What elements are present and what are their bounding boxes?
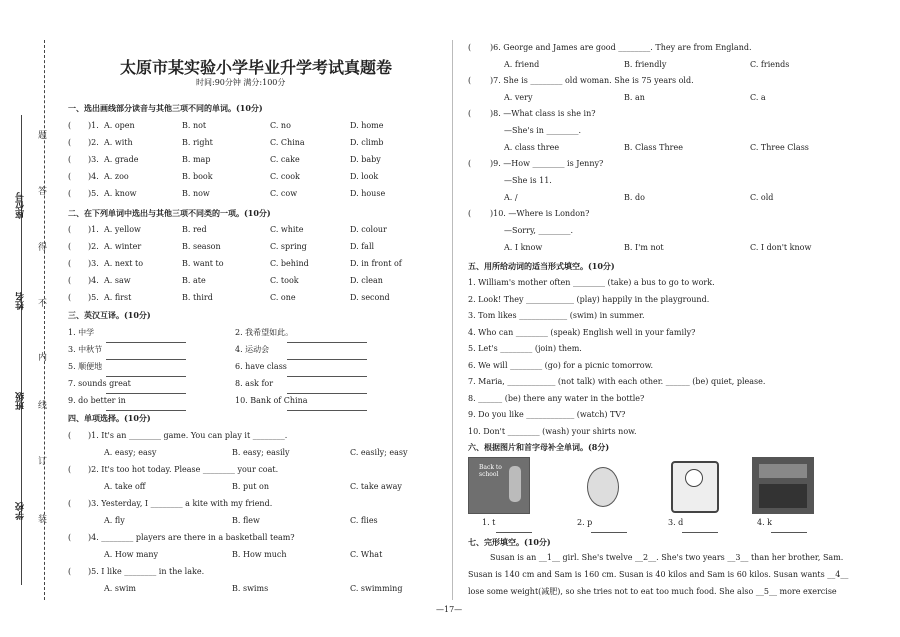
cloze-line-3: lose some weight(减肥), so she tries not to eat too much food. She also __5__ more exercise: [468, 587, 837, 596]
answer-paren: (: [68, 259, 72, 268]
option-c: C. cook: [270, 172, 300, 181]
picture-word-item: 2. p: [577, 518, 593, 527]
answer-blank[interactable]: [287, 334, 367, 343]
question-text: )7. She is ________ old woman. She is 75 years old.: [490, 76, 694, 85]
question-number: )1.: [88, 225, 99, 234]
option-b: B. I'm not: [624, 243, 664, 252]
fill-in-item: 4. Who can ________ (speak) English well in your family?: [468, 327, 696, 337]
option-c: C. cake: [270, 155, 300, 164]
cabinet-icon: [759, 464, 807, 478]
question-text: )4. ________ players are there in a basketball team?: [88, 533, 295, 542]
driver-face-icon: [685, 469, 703, 487]
option-c: C. I don't know: [750, 243, 812, 252]
picture-word-item: 1. t: [482, 518, 496, 527]
option-a: A. fly: [104, 516, 125, 525]
option-b: B. do: [624, 193, 645, 202]
page-number: —17—: [436, 605, 463, 614]
margin-char: 题: [38, 131, 48, 141]
exam-title: 太原市某实验小学毕业升学考试真题卷: [120, 58, 393, 77]
option-b: B. now: [182, 189, 210, 198]
answer-paren: (: [468, 43, 472, 52]
option-a: A. open: [104, 121, 135, 130]
margin-char: 装: [38, 515, 48, 525]
question-reply: —She's in ________.: [504, 126, 582, 135]
option-c: C. spring: [270, 242, 307, 251]
option-b: B. right: [182, 138, 213, 147]
option-c: C. take away: [350, 482, 402, 491]
option-a: A. easy; easy: [104, 448, 157, 457]
question-number: )3.: [88, 155, 99, 164]
answer-blank[interactable]: [106, 402, 186, 411]
question-text: )2. It's too hot today. Please ________ your coat.: [88, 465, 279, 474]
option-b: B. an: [624, 93, 645, 102]
option-b: B. put on: [232, 482, 269, 491]
margin-label-class: 班级: [16, 392, 26, 410]
option-d: D. climb: [350, 138, 384, 147]
answer-blank[interactable]: [771, 518, 807, 537]
option-a: A. with: [104, 138, 133, 147]
fill-in-item: 9. Do you like ____________ (watch) TV?: [468, 410, 626, 419]
translation-item: 10. Bank of China: [235, 396, 308, 405]
answer-paren: (: [68, 121, 72, 130]
option-a: A. I know: [504, 243, 543, 252]
option-a: A. class three: [504, 143, 560, 152]
margin-char: 得: [38, 243, 48, 253]
section-heading: 一、选出画线部分读音与其他三项不同的单词。(10分): [68, 103, 263, 113]
question-text: )8. —What class is she in?: [490, 109, 596, 118]
option-c: C. flies: [350, 516, 378, 525]
fill-in-item: 3. Tom likes ____________ (swim) in summer.: [468, 311, 645, 320]
margin-char: 内: [38, 353, 48, 363]
column-divider: [452, 40, 453, 600]
option-b: B. not: [182, 121, 207, 130]
question-reply: —She is 11.: [504, 176, 552, 185]
answer-underline: [682, 524, 718, 533]
question-number: )2.: [88, 242, 99, 251]
option-b: B. How much: [232, 550, 287, 559]
option-d: D. second: [350, 293, 390, 302]
answer-paren: (: [68, 189, 72, 198]
option-b: B. book: [182, 172, 213, 181]
option-c: C. What: [350, 550, 383, 559]
answer-paren: (: [68, 172, 72, 181]
option-a: A. yellow: [104, 225, 141, 234]
option-c: C. friends: [750, 60, 790, 69]
option-b: B. Class Three: [624, 143, 683, 152]
question-number: )3.: [88, 259, 99, 268]
answer-blank[interactable]: [496, 518, 532, 537]
option-c: C. one: [270, 293, 296, 302]
margin-char: 答: [38, 187, 48, 197]
margin-char: 线: [38, 401, 48, 411]
stove-icon: [759, 484, 807, 508]
question-number: )5.: [88, 293, 99, 302]
section-heading: 三、英汉互译。(10分): [68, 310, 151, 320]
cloze-line-2: Susan is 140 cm and Sam is 160 cm. Susan is 40 kilos and Sam is 60 kilos. Susan wants __4__: [468, 570, 849, 579]
option-b: B. friendly: [624, 60, 667, 69]
translation-item: 7. sounds great: [68, 379, 131, 388]
answer-underline: [591, 524, 627, 533]
margin-label-seat: 座位号: [16, 192, 26, 219]
answer-paren: (: [68, 293, 72, 302]
margin-label-name: 姓名: [16, 292, 26, 310]
blackboard-picture: [468, 457, 530, 514]
answer-blank[interactable]: [287, 351, 367, 360]
answer-blank[interactable]: [287, 402, 367, 411]
option-b: B. swims: [232, 584, 269, 593]
translation-item: 6. have class: [235, 362, 287, 371]
fill-in-item: 7. Maria, ____________ (not talk) with each other. ______ (be) quiet, please.: [468, 377, 766, 386]
question-text: )1. It's an ________ game. You can play it ________.: [88, 431, 288, 440]
translation-item: 5. 顺便地: [68, 362, 103, 371]
option-a: A. How many: [104, 550, 159, 559]
option-d: D. baby: [350, 155, 381, 164]
option-c: C. old: [750, 193, 774, 202]
answer-paren: (: [468, 109, 472, 118]
option-a: A. next to: [104, 259, 144, 268]
section-heading: 四、单项选择。(10分): [68, 413, 151, 423]
option-d: D. clean: [350, 276, 383, 285]
section-heading: 五、用所给动词的适当形式填空。(10分): [468, 261, 615, 271]
answer-blank[interactable]: [106, 351, 186, 360]
driver-picture: [663, 457, 723, 512]
option-b: B. season: [182, 242, 221, 251]
translation-item: 9. do better in: [68, 396, 126, 405]
answer-blank[interactable]: [106, 385, 186, 394]
option-b: B. third: [182, 293, 213, 302]
answer-paren: (: [68, 138, 72, 147]
fill-in-item: 8. ______ (be) there any water in the bottle?: [468, 393, 645, 403]
blackboard-text: Back to school: [479, 464, 502, 478]
question-text: )9. —How ________ is Jenny?: [490, 159, 604, 168]
answer-paren: (: [468, 209, 472, 218]
translation-item: 3. 中秋节: [68, 345, 103, 354]
answer-paren: (: [68, 276, 72, 285]
fill-in-item: 6. We will ________ (go) for a picnic tomorrow.: [468, 360, 654, 370]
question-number: )4.: [88, 172, 99, 181]
answer-paren: (: [68, 242, 72, 251]
question-number: )1.: [88, 121, 99, 130]
option-c: C. no: [270, 121, 291, 130]
potato-picture: [573, 457, 633, 512]
option-a: A. zoo: [104, 172, 129, 181]
fill-in-item: 1. William's mother often ________ (take) a bus to go to work.: [468, 278, 715, 287]
question-text: )5. I like ________ in the lake.: [88, 567, 205, 576]
option-a: A. winter: [104, 242, 142, 251]
option-a: A. take off: [104, 482, 146, 491]
question-number: )4.: [88, 276, 99, 285]
fill-in-item: 5. Let's ________ (join) them.: [468, 344, 582, 353]
answer-paren: (: [68, 431, 72, 440]
question-reply: —Sorry, ________.: [504, 226, 574, 235]
answer-underline: [496, 524, 532, 533]
option-d: D. in front of: [350, 259, 402, 268]
fill-in-item: 10. Don't ________ (wash) your shirts now.: [468, 426, 637, 436]
answer-blank[interactable]: [106, 368, 186, 377]
option-d: D. colour: [350, 225, 387, 234]
option-b: B. easy; easily: [232, 448, 290, 457]
kitchen-picture: [752, 457, 814, 514]
answer-paren: (: [68, 155, 72, 164]
option-a: A. saw: [104, 276, 131, 285]
option-a: A. friend: [504, 60, 540, 69]
fill-in-item: 2. Look! They ____________ (play) happily in the playground.: [468, 294, 710, 304]
answer-blank[interactable]: [106, 334, 186, 343]
option-a: A. first: [104, 293, 132, 302]
option-d: D. house: [350, 189, 386, 198]
option-c: C. a: [750, 93, 766, 102]
option-b: B. want to: [182, 259, 224, 268]
option-b: B. map: [182, 155, 211, 164]
option-c: C. took: [270, 276, 299, 285]
option-a: A. know: [104, 189, 137, 198]
answer-paren: (: [68, 225, 72, 234]
margin-char: 订: [38, 457, 48, 467]
margin-char: 不: [38, 299, 48, 309]
option-c: C. Three Class: [750, 143, 809, 152]
option-c: C. cow: [270, 189, 298, 198]
answer-paren: (: [68, 499, 72, 508]
answer-underline: [771, 524, 807, 533]
option-c: C. white: [270, 225, 304, 234]
answer-paren: (: [68, 533, 72, 542]
section-heading: 七、完形填空。(10分): [468, 537, 551, 547]
option-b: B. flew: [232, 516, 260, 525]
option-c: C. China: [270, 138, 305, 147]
answer-paren: (: [68, 465, 72, 474]
answer-blank[interactable]: [682, 518, 718, 537]
translation-item: 8. ask for: [235, 379, 274, 388]
answer-blank[interactable]: [287, 368, 367, 377]
picture-word-item: 3. d: [668, 518, 684, 527]
translation-item: 1. 中学: [68, 328, 95, 337]
section-heading: 六、根据图片和首字母补全单词。(8分): [468, 442, 610, 452]
section-heading: 二、在下列单词中选出与其他三项不同类的一项。(10分): [68, 208, 271, 218]
option-d: D. fall: [350, 242, 375, 251]
option-b: B. ate: [182, 276, 206, 285]
option-c: C. swimming: [350, 584, 403, 593]
picture-word-item: 4. k: [757, 518, 773, 527]
option-c: C. easily; easy: [350, 448, 408, 457]
answer-paren: (: [468, 76, 472, 85]
answer-blank[interactable]: [287, 385, 367, 394]
option-a: A. swim: [104, 584, 136, 593]
cloze-line-1: Susan is an __1__ girl. She's twelve __2__. She's two years __3__ than her brother, Sam.: [490, 553, 844, 562]
option-a: A. /: [504, 193, 518, 202]
exam-subtitle: 时间:90分钟 满分:100分: [196, 78, 286, 87]
answer-blank[interactable]: [591, 518, 627, 537]
option-d: D. home: [350, 121, 384, 130]
question-text: )3. Yesterday, I ________ a kite with my friend.: [88, 499, 273, 508]
option-b: B. red: [182, 225, 207, 234]
margin-label-school: 学校: [16, 502, 26, 520]
question-number: )2.: [88, 138, 99, 147]
option-a: A. grade: [104, 155, 139, 164]
question-text: )10. —Where is London?: [490, 209, 590, 218]
translation-item: 4. 运动会: [235, 345, 270, 354]
figure-icon: [509, 466, 521, 502]
translation-item: 2. 我希望如此。: [235, 328, 294, 337]
answer-blank-wrap[interactable]: [283, 396, 367, 415]
answer-paren: (: [468, 159, 472, 168]
question-text: )6. George and James are good ________. They are from England.: [490, 43, 752, 52]
option-c: C. behind: [270, 259, 309, 268]
potato-icon: [587, 467, 619, 507]
option-a: A. very: [504, 93, 533, 102]
option-d: D. look: [350, 172, 379, 181]
answer-paren: (: [68, 567, 72, 576]
question-number: )5.: [88, 189, 99, 198]
